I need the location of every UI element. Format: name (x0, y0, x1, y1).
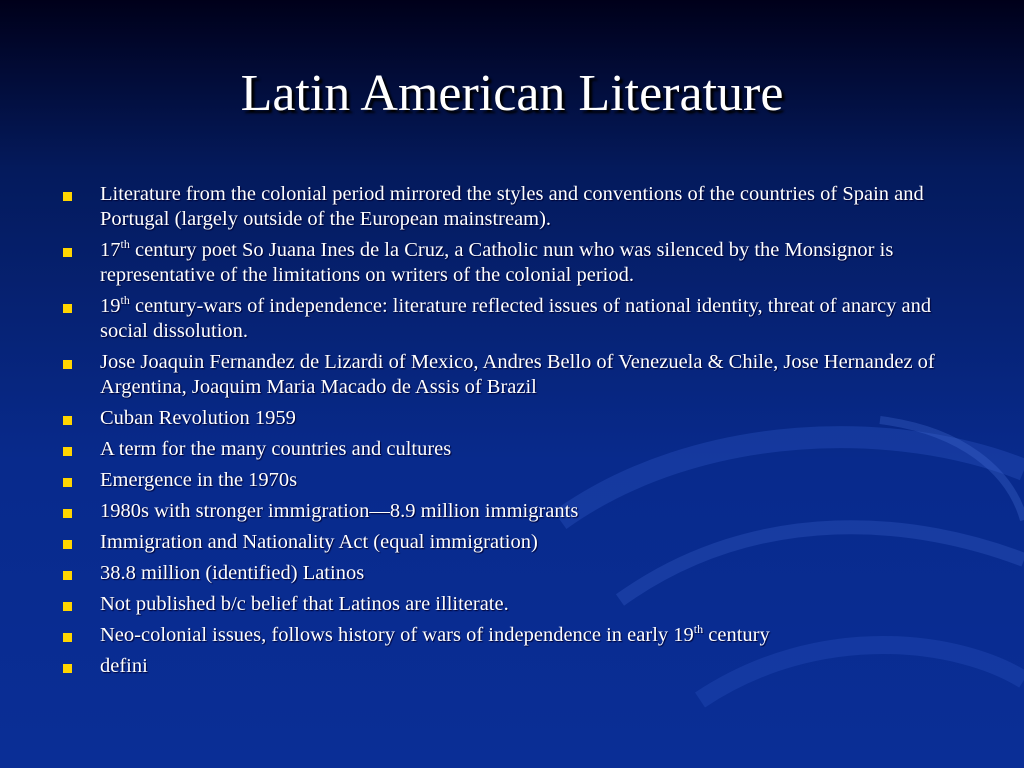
bullet-text: Emergence in the 1970s (100, 469, 298, 491)
bullet-text: Neo-colonial issues, follows history of wars of independence in early 19 (100, 624, 694, 646)
square-bullet-icon (63, 602, 72, 611)
bullet-item (60, 437, 975, 462)
square-bullet-icon (63, 664, 72, 673)
bullet-text: 19 (100, 295, 121, 317)
bullet-item (60, 530, 975, 555)
square-bullet-icon (63, 571, 72, 580)
square-bullet-icon (63, 416, 72, 425)
bullet-item (60, 499, 975, 524)
bullet-text: Immigration and Nationality Act (equal immigration) (100, 531, 538, 553)
square-bullet-icon (63, 304, 72, 313)
bullet-item (60, 294, 975, 344)
square-bullet-icon (63, 360, 72, 369)
bullet-list (60, 182, 975, 685)
square-bullet-icon (63, 248, 72, 257)
bullet-text-continued: century-wars of independence: literature reflected issues of national identity, threat of anarcy and social dissolution. (100, 295, 932, 342)
bullet-text-continued: century (703, 624, 770, 646)
square-bullet-icon (63, 192, 72, 201)
bullet-item (60, 561, 975, 586)
bullet-text: 1980s with stronger immigration—8.9 million immigrants (100, 500, 579, 522)
bullet-item (60, 350, 975, 400)
bullet-item (60, 238, 975, 288)
bullet-superscript: th (120, 237, 130, 252)
bullet-item (60, 406, 975, 431)
bullet-text: 38.8 million (identified) Latinos (100, 562, 365, 584)
bullet-item (60, 592, 975, 617)
bullet-item (60, 623, 975, 648)
bullet-text: A term for the many countries and cultures (100, 438, 452, 460)
bullet-text: defini (100, 655, 148, 677)
bullet-text: Jose Joaquin Fernandez de Lizardi of Mexico, Andres Bello of Venezuela & Chile, Jose Hernandez of Argentina, Joaquim Maria Macado de Assis of Brazil (100, 351, 935, 398)
square-bullet-icon (63, 633, 72, 642)
slide-title: Latin American Literature (240, 65, 784, 122)
bullet-item (60, 468, 975, 493)
square-bullet-icon (63, 540, 72, 549)
bullet-text: 17 (100, 239, 121, 261)
bullet-item (60, 654, 975, 679)
bullet-text: Not published b/c belief that Latinos are illiterate. (100, 593, 509, 615)
square-bullet-icon (63, 509, 72, 518)
square-bullet-icon (63, 447, 72, 456)
bullet-superscript: th (120, 293, 130, 308)
bullet-superscript: th (693, 622, 704, 637)
bullet-text: Literature from the colonial period mirrored the styles and conventions of the countries of Spain and Portugal (largely outside of the European mainstream). (100, 183, 924, 230)
bullet-text: Cuban Revolution 1959 (100, 407, 296, 429)
bullet-text-continued: century poet So Juana Ines de la Cruz, a Catholic nun who was silenced by the Monsignor is representative of the limitations on writers of the colonial period. (100, 239, 894, 286)
square-bullet-icon (63, 478, 72, 487)
bullet-item (60, 182, 975, 232)
